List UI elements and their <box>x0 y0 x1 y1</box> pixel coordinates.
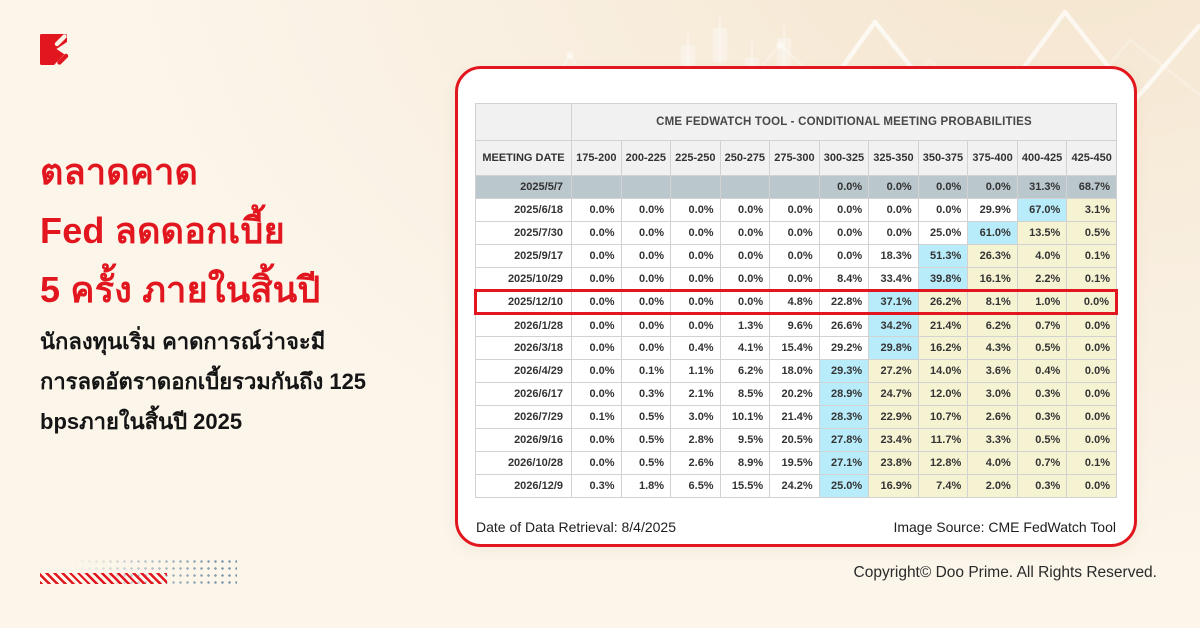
meeting-date-cell: 2025/7/30 <box>476 222 572 245</box>
prob-cell: 0.1% <box>1067 452 1117 475</box>
table-row <box>476 452 1117 475</box>
rate-range-header: 400-425 <box>1017 141 1067 176</box>
table-row <box>476 337 1117 360</box>
table-row <box>476 383 1117 406</box>
prob-cell: 0.0% <box>1067 429 1117 452</box>
headline-line-1: ตลาดคาด <box>40 151 199 192</box>
prob-cell: 0.1% <box>1067 268 1117 291</box>
prob-cell: 0.0% <box>1067 406 1117 429</box>
prob-cell: 0.7% <box>1017 452 1067 475</box>
meeting-date-cell: 2025/6/18 <box>476 199 572 222</box>
rate-range-header: 275-300 <box>770 141 820 176</box>
prob-cell: 10.1% <box>720 406 770 429</box>
subheadline <box>40 322 460 442</box>
table-title: CME FEDWATCH TOOL - CONDITIONAL MEETING PROBABILITIES <box>572 104 1117 141</box>
doo-prime-logo <box>40 33 72 67</box>
prob-cell: 16.1% <box>968 268 1018 291</box>
prob-cell: 1.0% <box>1017 291 1067 314</box>
table-row <box>476 475 1117 498</box>
rate-range-header: 300-325 <box>819 141 869 176</box>
prob-cell: 19.5% <box>770 452 820 475</box>
prob-cell: 0.0% <box>770 245 820 268</box>
prob-cell: 0.0% <box>819 176 869 199</box>
rate-range-header: 250-275 <box>720 141 770 176</box>
prob-cell: 68.7% <box>1067 176 1117 199</box>
prob-cell: 22.9% <box>869 406 919 429</box>
prob-cell: 15.5% <box>720 475 770 498</box>
meeting-date-header: MEETING DATE <box>476 141 572 176</box>
prob-cell: 29.3% <box>819 360 869 383</box>
prob-cell: 18.3% <box>869 245 919 268</box>
table-row <box>476 176 1117 199</box>
prob-cell: 0.0% <box>1067 360 1117 383</box>
prob-cell: 3.3% <box>968 429 1018 452</box>
prob-cell: 1.3% <box>720 314 770 337</box>
prob-cell: 27.8% <box>819 429 869 452</box>
prob-cell: 0.0% <box>572 245 622 268</box>
headline <box>40 142 460 319</box>
prob-cell <box>572 176 622 199</box>
prob-cell: 8.9% <box>720 452 770 475</box>
prob-cell: 0.0% <box>572 268 622 291</box>
prob-cell: 0.0% <box>572 360 622 383</box>
prob-cell: 0.0% <box>572 199 622 222</box>
prob-cell: 2.8% <box>671 429 721 452</box>
prob-cell: 4.3% <box>968 337 1018 360</box>
prob-cell: 3.6% <box>968 360 1018 383</box>
prob-cell <box>720 176 770 199</box>
table-corner-cell <box>476 104 572 141</box>
prob-cell: 0.0% <box>819 199 869 222</box>
meeting-date-cell: 2026/3/18 <box>476 337 572 360</box>
prob-cell: 21.4% <box>770 406 820 429</box>
prob-cell: 7.4% <box>918 475 968 498</box>
prob-cell: 0.0% <box>770 222 820 245</box>
prob-cell: 0.0% <box>869 222 919 245</box>
rate-range-header: 325-350 <box>869 141 919 176</box>
prob-cell: 3.0% <box>671 406 721 429</box>
prob-cell: 31.3% <box>1017 176 1067 199</box>
prob-cell: 21.4% <box>918 314 968 337</box>
prob-cell: 0.0% <box>621 222 671 245</box>
prob-cell: 0.0% <box>918 176 968 199</box>
prob-cell: 0.5% <box>621 452 671 475</box>
prob-cell: 4.0% <box>1017 245 1067 268</box>
meeting-date-cell: 2026/4/29 <box>476 360 572 383</box>
prob-cell: 2.6% <box>671 452 721 475</box>
prob-cell: 2.0% <box>968 475 1018 498</box>
table-row <box>476 314 1117 337</box>
prob-cell: 0.0% <box>918 199 968 222</box>
prob-cell: 0.0% <box>671 199 721 222</box>
prob-cell: 24.2% <box>770 475 820 498</box>
prob-cell: 0.0% <box>671 222 721 245</box>
prob-cell: 9.6% <box>770 314 820 337</box>
prob-cell: 14.0% <box>918 360 968 383</box>
prob-cell: 0.1% <box>572 406 622 429</box>
prob-cell: 16.9% <box>869 475 919 498</box>
prob-cell: 20.5% <box>770 429 820 452</box>
headline-line-3: 5 ครั้ง ภายในสิ้นปี <box>40 269 321 310</box>
rate-range-header: 175-200 <box>572 141 622 176</box>
prob-cell: 29.8% <box>869 337 919 360</box>
prob-cell: 34.2% <box>869 314 919 337</box>
table-row <box>476 222 1117 245</box>
prob-cell <box>621 176 671 199</box>
table-row <box>476 245 1117 268</box>
prob-cell: 22.8% <box>819 291 869 314</box>
prob-cell: 2.6% <box>968 406 1018 429</box>
prob-cell: 28.9% <box>819 383 869 406</box>
prob-cell: 0.5% <box>1017 429 1067 452</box>
rate-range-header: 375-400 <box>968 141 1018 176</box>
prob-cell: 20.2% <box>770 383 820 406</box>
prob-cell: 4.8% <box>770 291 820 314</box>
prob-cell: 26.2% <box>918 291 968 314</box>
prob-cell: 0.0% <box>720 291 770 314</box>
prob-cell: 25.0% <box>819 475 869 498</box>
prob-cell: 0.5% <box>621 429 671 452</box>
prob-cell: 1.8% <box>621 475 671 498</box>
prob-cell: 2.1% <box>671 383 721 406</box>
prob-cell: 1.1% <box>671 360 721 383</box>
prob-cell: 0.3% <box>621 383 671 406</box>
prob-cell: 33.4% <box>869 268 919 291</box>
prob-cell: 6.2% <box>720 360 770 383</box>
prob-cell: 0.0% <box>819 222 869 245</box>
prob-cell: 23.4% <box>869 429 919 452</box>
prob-cell: 3.0% <box>968 383 1018 406</box>
copyright-text: Copyright© Doo Prime. All Rights Reserved. <box>853 564 1157 581</box>
prob-cell: 0.0% <box>720 245 770 268</box>
prob-cell: 0.0% <box>770 268 820 291</box>
card-footer <box>474 519 1118 535</box>
prob-cell: 8.1% <box>968 291 1018 314</box>
prob-cell: 0.0% <box>1067 337 1117 360</box>
meeting-date-cell: 2026/10/28 <box>476 452 572 475</box>
prob-cell: 0.0% <box>671 245 721 268</box>
prob-cell: 39.8% <box>918 268 968 291</box>
prob-cell: 13.5% <box>1017 222 1067 245</box>
prob-cell: 0.0% <box>869 176 919 199</box>
prob-cell: 0.0% <box>621 245 671 268</box>
prob-cell: 0.0% <box>572 222 622 245</box>
prob-cell: 0.4% <box>1017 360 1067 383</box>
prob-cell: 18.0% <box>770 360 820 383</box>
meeting-date-cell: 2026/9/16 <box>476 429 572 452</box>
meeting-date-cell: 2026/6/17 <box>476 383 572 406</box>
prob-cell: 16.2% <box>918 337 968 360</box>
prob-cell: 29.9% <box>968 199 1018 222</box>
prob-cell: 51.3% <box>918 245 968 268</box>
meeting-date-cell: 2026/7/29 <box>476 406 572 429</box>
column-header-row <box>476 141 1117 176</box>
table-head <box>476 104 1117 176</box>
rate-range-header: 350-375 <box>918 141 968 176</box>
table-row <box>476 268 1117 291</box>
data-retrieval-date: Date of Data Retrieval: 8/4/2025 <box>476 519 677 535</box>
table-row <box>476 406 1117 429</box>
table-row <box>476 360 1117 383</box>
prob-cell: 0.0% <box>671 268 721 291</box>
prob-cell: 10.7% <box>918 406 968 429</box>
prob-cell: 26.3% <box>968 245 1018 268</box>
prob-cell: 67.0% <box>1017 199 1067 222</box>
prob-cell: 0.0% <box>572 429 622 452</box>
prob-cell: 4.0% <box>968 452 1018 475</box>
meeting-date-cell: 2025/5/7 <box>476 176 572 199</box>
prob-cell: 27.1% <box>819 452 869 475</box>
prob-cell: 0.0% <box>720 222 770 245</box>
prob-cell: 8.4% <box>819 268 869 291</box>
rate-range-header: 200-225 <box>621 141 671 176</box>
prob-cell: 0.0% <box>671 314 721 337</box>
meeting-date-cell: 2026/12/9 <box>476 475 572 498</box>
prob-cell: 0.3% <box>1017 383 1067 406</box>
prob-cell: 26.6% <box>819 314 869 337</box>
prob-cell: 0.0% <box>720 268 770 291</box>
prob-cell: 8.5% <box>720 383 770 406</box>
prob-cell: 0.0% <box>671 291 721 314</box>
prob-cell: 0.0% <box>621 291 671 314</box>
prob-cell: 0.0% <box>770 199 820 222</box>
prob-cell: 24.7% <box>869 383 919 406</box>
red-stripe-bar-decoration <box>40 573 167 584</box>
prob-cell <box>671 176 721 199</box>
subtext-line-2: การลดอัตราดอกเบี้ยรวมกันถึง 125 <box>40 369 367 394</box>
prob-cell: 0.0% <box>720 199 770 222</box>
prob-cell: 0.4% <box>671 337 721 360</box>
subtext-line-1: นักลงทุนเริ่ม คาดการณ์ว่าจะมี <box>40 329 326 354</box>
prob-cell: 0.7% <box>1017 314 1067 337</box>
prob-cell: 12.8% <box>918 452 968 475</box>
prob-cell: 0.0% <box>621 199 671 222</box>
prob-cell: 0.0% <box>1067 475 1117 498</box>
prob-cell: 27.2% <box>869 360 919 383</box>
image-source: Image Source: CME FedWatch Tool <box>893 519 1116 535</box>
prob-cell: 0.5% <box>1067 222 1117 245</box>
prob-cell: 29.2% <box>819 337 869 360</box>
prob-cell: 0.0% <box>968 176 1018 199</box>
prob-cell: 11.7% <box>918 429 968 452</box>
subtext-line-3: bpsภายในสิ้นปี 2025 <box>40 409 243 434</box>
prob-cell: 4.1% <box>720 337 770 360</box>
meeting-date-cell: 2026/1/28 <box>476 314 572 337</box>
prob-cell: 15.4% <box>770 337 820 360</box>
prob-cell: 0.0% <box>572 383 622 406</box>
prob-cell: 0.0% <box>1067 383 1117 406</box>
prob-cell: 0.5% <box>1017 337 1067 360</box>
prob-cell: 0.3% <box>1017 406 1067 429</box>
meeting-date-cell: 2025/9/17 <box>476 245 572 268</box>
table-row <box>476 291 1117 314</box>
rate-range-header: 425-450 <box>1067 141 1117 176</box>
prob-cell: 0.1% <box>621 360 671 383</box>
prob-cell: 0.0% <box>572 314 622 337</box>
prob-cell: 0.0% <box>1067 314 1117 337</box>
fedwatch-card <box>455 66 1137 547</box>
prob-cell: 0.3% <box>1017 475 1067 498</box>
probability-table <box>474 103 1118 498</box>
meeting-date-cell: 2025/12/10 <box>476 291 572 314</box>
prob-cell: 0.0% <box>572 452 622 475</box>
prob-cell: 6.5% <box>671 475 721 498</box>
prob-cell: 0.0% <box>621 337 671 360</box>
prob-cell <box>770 176 820 199</box>
prob-cell: 0.0% <box>819 245 869 268</box>
table-row <box>476 429 1117 452</box>
rate-range-header: 225-250 <box>671 141 721 176</box>
prob-cell: 61.0% <box>968 222 1018 245</box>
prob-cell: 0.0% <box>1067 291 1117 314</box>
table-row <box>476 199 1117 222</box>
prob-cell: 23.8% <box>869 452 919 475</box>
prob-cell: 0.0% <box>621 314 671 337</box>
headline-line-2: Fed ลดดอกเบี้ย <box>40 210 285 251</box>
prob-table-body <box>476 176 1117 498</box>
prob-cell: 0.1% <box>1067 245 1117 268</box>
prob-cell: 0.3% <box>572 475 622 498</box>
meeting-date-cell: 2025/10/29 <box>476 268 572 291</box>
prob-cell: 9.5% <box>720 429 770 452</box>
prob-cell: 12.0% <box>918 383 968 406</box>
prob-cell: 3.1% <box>1067 199 1117 222</box>
prob-cell: 28.3% <box>819 406 869 429</box>
prob-cell: 0.0% <box>621 268 671 291</box>
prob-cell: 6.2% <box>968 314 1018 337</box>
prob-cell: 0.0% <box>572 291 622 314</box>
prob-cell: 2.2% <box>1017 268 1067 291</box>
prob-cell: 25.0% <box>918 222 968 245</box>
prob-cell: 0.0% <box>572 337 622 360</box>
prob-cell: 37.1% <box>869 291 919 314</box>
prob-cell: 0.5% <box>621 406 671 429</box>
prob-cell: 0.0% <box>869 199 919 222</box>
